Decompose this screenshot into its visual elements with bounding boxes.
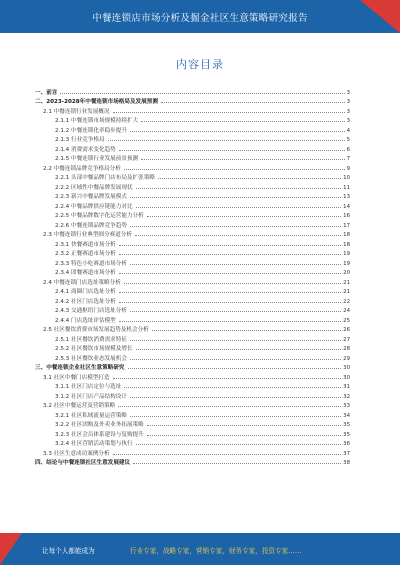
toc-entry-text: 2.3.2 正餐赛道市场分析 <box>55 251 116 257</box>
toc-page-number: 19 <box>343 260 350 267</box>
toc-entry-text: 2.1.3 行业竞争格局 <box>55 137 105 143</box>
toc-leader-dots <box>128 368 342 369</box>
toc-entry[interactable] <box>35 295 350 305</box>
toc-entry-text: 一、前言 <box>35 89 58 96</box>
toc-entry-text: 2.2.3 新兴中餐品牌发展模式 <box>55 194 127 200</box>
toc-entry-text: 3.1.2 社区门店产品结构设计 <box>55 393 127 400</box>
toc-entry[interactable] <box>35 153 350 163</box>
toc-entry-text: 2.2 中餐连锁品牌竞争格局分析 <box>43 165 121 172</box>
toc-page-number: 28 <box>343 346 350 352</box>
toc-entry[interactable] <box>35 143 350 153</box>
toc-page-number: 34 <box>343 412 350 419</box>
toc-leader-dots <box>124 387 341 388</box>
toc-entry-text: 2.3.1 快餐赛道市场分析 <box>55 241 116 248</box>
toc-entry[interactable] <box>35 371 350 381</box>
toc-entry-text: 三、中餐连锁企业社区生意策略研究 <box>35 365 125 371</box>
toc-page-number: 35 <box>343 431 350 438</box>
toc-leader-dots <box>130 264 341 265</box>
toc-entry-text: 2.1.4 消费需求变化趋势 <box>55 146 116 153</box>
toc-entry[interactable] <box>35 191 350 201</box>
toc-entry[interactable] <box>35 219 350 229</box>
toc-entry[interactable] <box>35 305 350 315</box>
toc-entry-text: 四、结论与中餐连锁社区生意发展建议 <box>35 460 131 466</box>
toc-entry[interactable] <box>35 86 350 96</box>
toc-entry[interactable] <box>35 96 350 106</box>
toc-entry[interactable] <box>35 134 350 144</box>
toc-entry[interactable] <box>35 343 350 353</box>
toc-entry[interactable] <box>35 428 350 438</box>
toc-page-number: 11 <box>343 184 350 191</box>
toc-leader-dots <box>135 235 341 236</box>
header-accent-triangle <box>360 0 400 33</box>
toc-entry-text: 3.2.3 社区会员体系建设与复购提升 <box>55 431 144 438</box>
header-bar <box>0 0 400 33</box>
toc-leader-dots <box>119 273 341 274</box>
toc-entry-text: 2.4 中餐连锁门店选址策略分析 <box>43 279 121 286</box>
toc-entry[interactable] <box>35 447 350 457</box>
toc-entry-text: 2.4.1 商圈门店选址分析 <box>55 289 116 295</box>
toc-page-number: 35 <box>343 422 350 428</box>
toc-page-number: 18 <box>343 232 350 238</box>
toc-leader-dots <box>136 207 342 208</box>
toc-leader-dots <box>118 406 341 407</box>
toc-leader-dots <box>130 226 341 227</box>
toc-entry[interactable] <box>35 381 350 391</box>
toc-leader-dots <box>119 245 341 246</box>
toc-page-number: 5 <box>346 137 350 143</box>
toc-page-number: 25 <box>343 317 350 324</box>
toc-entry-text: 2.4.4 门店选址评估模型 <box>55 317 116 324</box>
toc-entry[interactable] <box>35 457 350 467</box>
toc-page-number: 29 <box>343 355 350 362</box>
toc-entry-text: 2.2.2 区域性中餐品牌发展现状 <box>55 184 133 191</box>
toc-entry[interactable] <box>35 257 350 267</box>
toc-entry[interactable] <box>35 267 350 277</box>
toc-entry[interactable] <box>35 105 350 115</box>
footer-bar <box>0 533 400 565</box>
toc-entry[interactable] <box>35 115 350 125</box>
toc-page-number: 18 <box>343 241 350 248</box>
toc-entry[interactable] <box>35 314 350 324</box>
toc-entry-text: 2.3 中餐连锁行业典型细分赛道分析 <box>43 232 132 238</box>
toc-leader-dots <box>130 131 345 132</box>
toc-entry-text: 2.1.1 中餐连锁市场规模持续扩大 <box>55 118 139 124</box>
toc-entry-text: 二、2023-2028年中餐连锁市场格局及发展预测 <box>35 99 158 105</box>
toc-leader-dots <box>113 112 345 113</box>
toc-page-number: 38 <box>343 460 350 466</box>
toc-entry-text: 2.5.1 社区餐饮消费需求特征 <box>55 336 127 343</box>
footer-accent-triangle <box>0 533 22 565</box>
toc-entry[interactable] <box>35 362 350 372</box>
toc-entry-text: 2.5.3 社区餐饮业态发展机会 <box>55 355 127 362</box>
toc-entry-text: 2.1 中餐连锁行业发展概况 <box>43 108 110 115</box>
toc-page-number: 26 <box>343 327 350 333</box>
toc-leader-dots <box>119 292 341 293</box>
footer-tags: 行业专家，战略专家，营销专家，财务专家，投资专家…… <box>130 547 302 555</box>
toc-entry[interactable] <box>35 172 350 182</box>
toc-entry-text: 2.5.2 社区餐饮市场规模及增长 <box>55 346 133 352</box>
toc-page-number: 22 <box>343 298 350 305</box>
toc-entry-text: 2.2.5 中餐品牌数字化运营能力分析 <box>55 213 144 219</box>
toc-entry-text: 2.1.2 中餐连锁化率稳步提升 <box>55 127 127 134</box>
toc-leader-dots <box>130 359 341 360</box>
toc-entry[interactable] <box>35 438 350 448</box>
toc-leader-dots <box>141 159 344 160</box>
toc-leader-dots <box>124 283 341 284</box>
toc-entry-text: 2.2.6 中餐连锁品牌竞争趋势 <box>55 222 127 229</box>
toc-leader-dots <box>161 102 345 103</box>
toc-entry-text: 3.2.4 社区营销活动策划与执行 <box>55 441 133 447</box>
toc-page-number: 17 <box>343 222 350 229</box>
toc-entry-text: 2.3.4 团餐赛道市场分析 <box>55 270 116 276</box>
toc-leader-dots <box>130 197 341 198</box>
toc-heading: 内容目录 <box>176 58 224 71</box>
toc-leader-dots <box>147 435 341 436</box>
toc-entry-text: 2.2.1 头部中餐品牌门店布局及扩张策略 <box>55 175 155 181</box>
toc-page-number: 21 <box>343 279 350 286</box>
toc-leader-dots <box>119 321 341 322</box>
table-of-contents <box>35 86 350 466</box>
toc-page-number: 31 <box>343 384 350 390</box>
toc-leader-dots <box>152 330 341 331</box>
toc-page-number: 6 <box>346 146 350 153</box>
toc-entry[interactable] <box>35 248 350 258</box>
toc-entry-text: 2.2.4 中餐品牌供应链能力对比 <box>55 203 133 210</box>
toc-page-number: 3 <box>346 108 350 115</box>
toc-entry[interactable] <box>35 390 350 400</box>
toc-entry-text: 3.1 社区中餐门店模型打造 <box>43 374 110 381</box>
toc-page-number: 3 <box>346 89 350 96</box>
toc-page-number: 13 <box>343 194 350 200</box>
toc-page-number: 24 <box>343 308 350 314</box>
toc-page-number: 7 <box>346 156 350 162</box>
toc-leader-dots <box>141 121 344 122</box>
toc-page-number: 10 <box>343 175 350 181</box>
toc-leader-dots <box>133 463 341 464</box>
toc-page-number: 4 <box>346 127 350 134</box>
toc-entry[interactable] <box>35 162 350 172</box>
toc-entry[interactable] <box>35 276 350 286</box>
toc-page-number: 20 <box>343 270 350 276</box>
toc-page-number: 36 <box>343 441 350 447</box>
toc-page-number: 30 <box>343 365 350 371</box>
toc-leader-dots <box>136 349 342 350</box>
toc-page-number: 3 <box>346 118 350 124</box>
toc-page-number: 3 <box>346 99 350 105</box>
toc-entry-text: 2.1.5 中餐连锁行业发展前景预测 <box>55 156 139 162</box>
toc-page-number: 14 <box>343 203 350 210</box>
report-title: 中餐连锁店市场分析及掘金社区生意策略研究报告 <box>92 13 308 24</box>
toc-entry[interactable] <box>35 124 350 134</box>
toc-entry-text: 3.3 社区生意成功案例分析 <box>43 450 110 457</box>
toc-entry[interactable] <box>35 229 350 239</box>
toc-entry-text: 3.1.1 社区门店定位与选址 <box>55 384 122 390</box>
toc-leader-dots <box>113 378 342 379</box>
toc-entry-text: 2.3.3 特色小吃赛道市场分析 <box>55 260 127 267</box>
toc-page-number: 32 <box>343 393 350 400</box>
footer-slogan: 让每个人都能成为 <box>42 547 95 555</box>
toc-leader-dots <box>136 444 342 445</box>
toc-entry-text: 3.2.1 社区私域流量运营策略 <box>55 412 127 419</box>
toc-entry[interactable] <box>35 181 350 191</box>
toc-leader-dots <box>119 302 341 303</box>
toc-entry-text: 2.5 社区餐饮消费市场发展趋势及机会分析 <box>43 327 149 333</box>
toc-leader-dots <box>147 216 341 217</box>
toc-leader-dots <box>130 397 341 398</box>
toc-leader-dots <box>113 454 342 455</box>
toc-entry-text: 2.4.2 社区门店选址分析 <box>55 298 116 305</box>
toc-leader-dots <box>119 254 341 255</box>
toc-leader-dots <box>130 311 341 312</box>
toc-entry-text: 3.2 社区中餐运营及营销策略 <box>43 403 116 409</box>
toc-entry[interactable] <box>35 238 350 248</box>
toc-entry[interactable] <box>35 200 350 210</box>
toc-leader-dots <box>119 150 345 151</box>
toc-leader-dots <box>130 340 341 341</box>
toc-page-number: 9 <box>346 165 350 172</box>
toc-leader-dots <box>60 93 344 94</box>
toc-entry[interactable] <box>35 352 350 362</box>
toc-page-number: 27 <box>343 336 350 343</box>
toc-entry[interactable] <box>35 286 350 296</box>
toc-leader-dots <box>158 178 341 179</box>
toc-page-number: 16 <box>343 213 350 219</box>
toc-page-number: 19 <box>343 251 350 257</box>
toc-entry[interactable] <box>35 333 350 343</box>
toc-leader-dots <box>136 188 342 189</box>
toc-entry[interactable] <box>35 210 350 220</box>
toc-leader-dots <box>124 169 345 170</box>
toc-entry[interactable] <box>35 324 350 334</box>
toc-leader-dots <box>147 425 341 426</box>
toc-page-number: 33 <box>343 403 350 409</box>
toc-page-number: 37 <box>343 450 350 457</box>
toc-entry-text: 2.4.3 交通枢纽门店选址分析 <box>55 308 127 314</box>
toc-entry-text: 3.2.2 社区团购及外卖业务拓展策略 <box>55 422 144 428</box>
toc-leader-dots <box>130 416 341 417</box>
toc-page-number: 21 <box>343 289 350 295</box>
toc-leader-dots <box>108 140 345 141</box>
toc-entry[interactable] <box>35 400 350 410</box>
toc-page-number: 30 <box>343 374 350 381</box>
toc-entry[interactable] <box>35 419 350 429</box>
toc-entry[interactable] <box>35 409 350 419</box>
